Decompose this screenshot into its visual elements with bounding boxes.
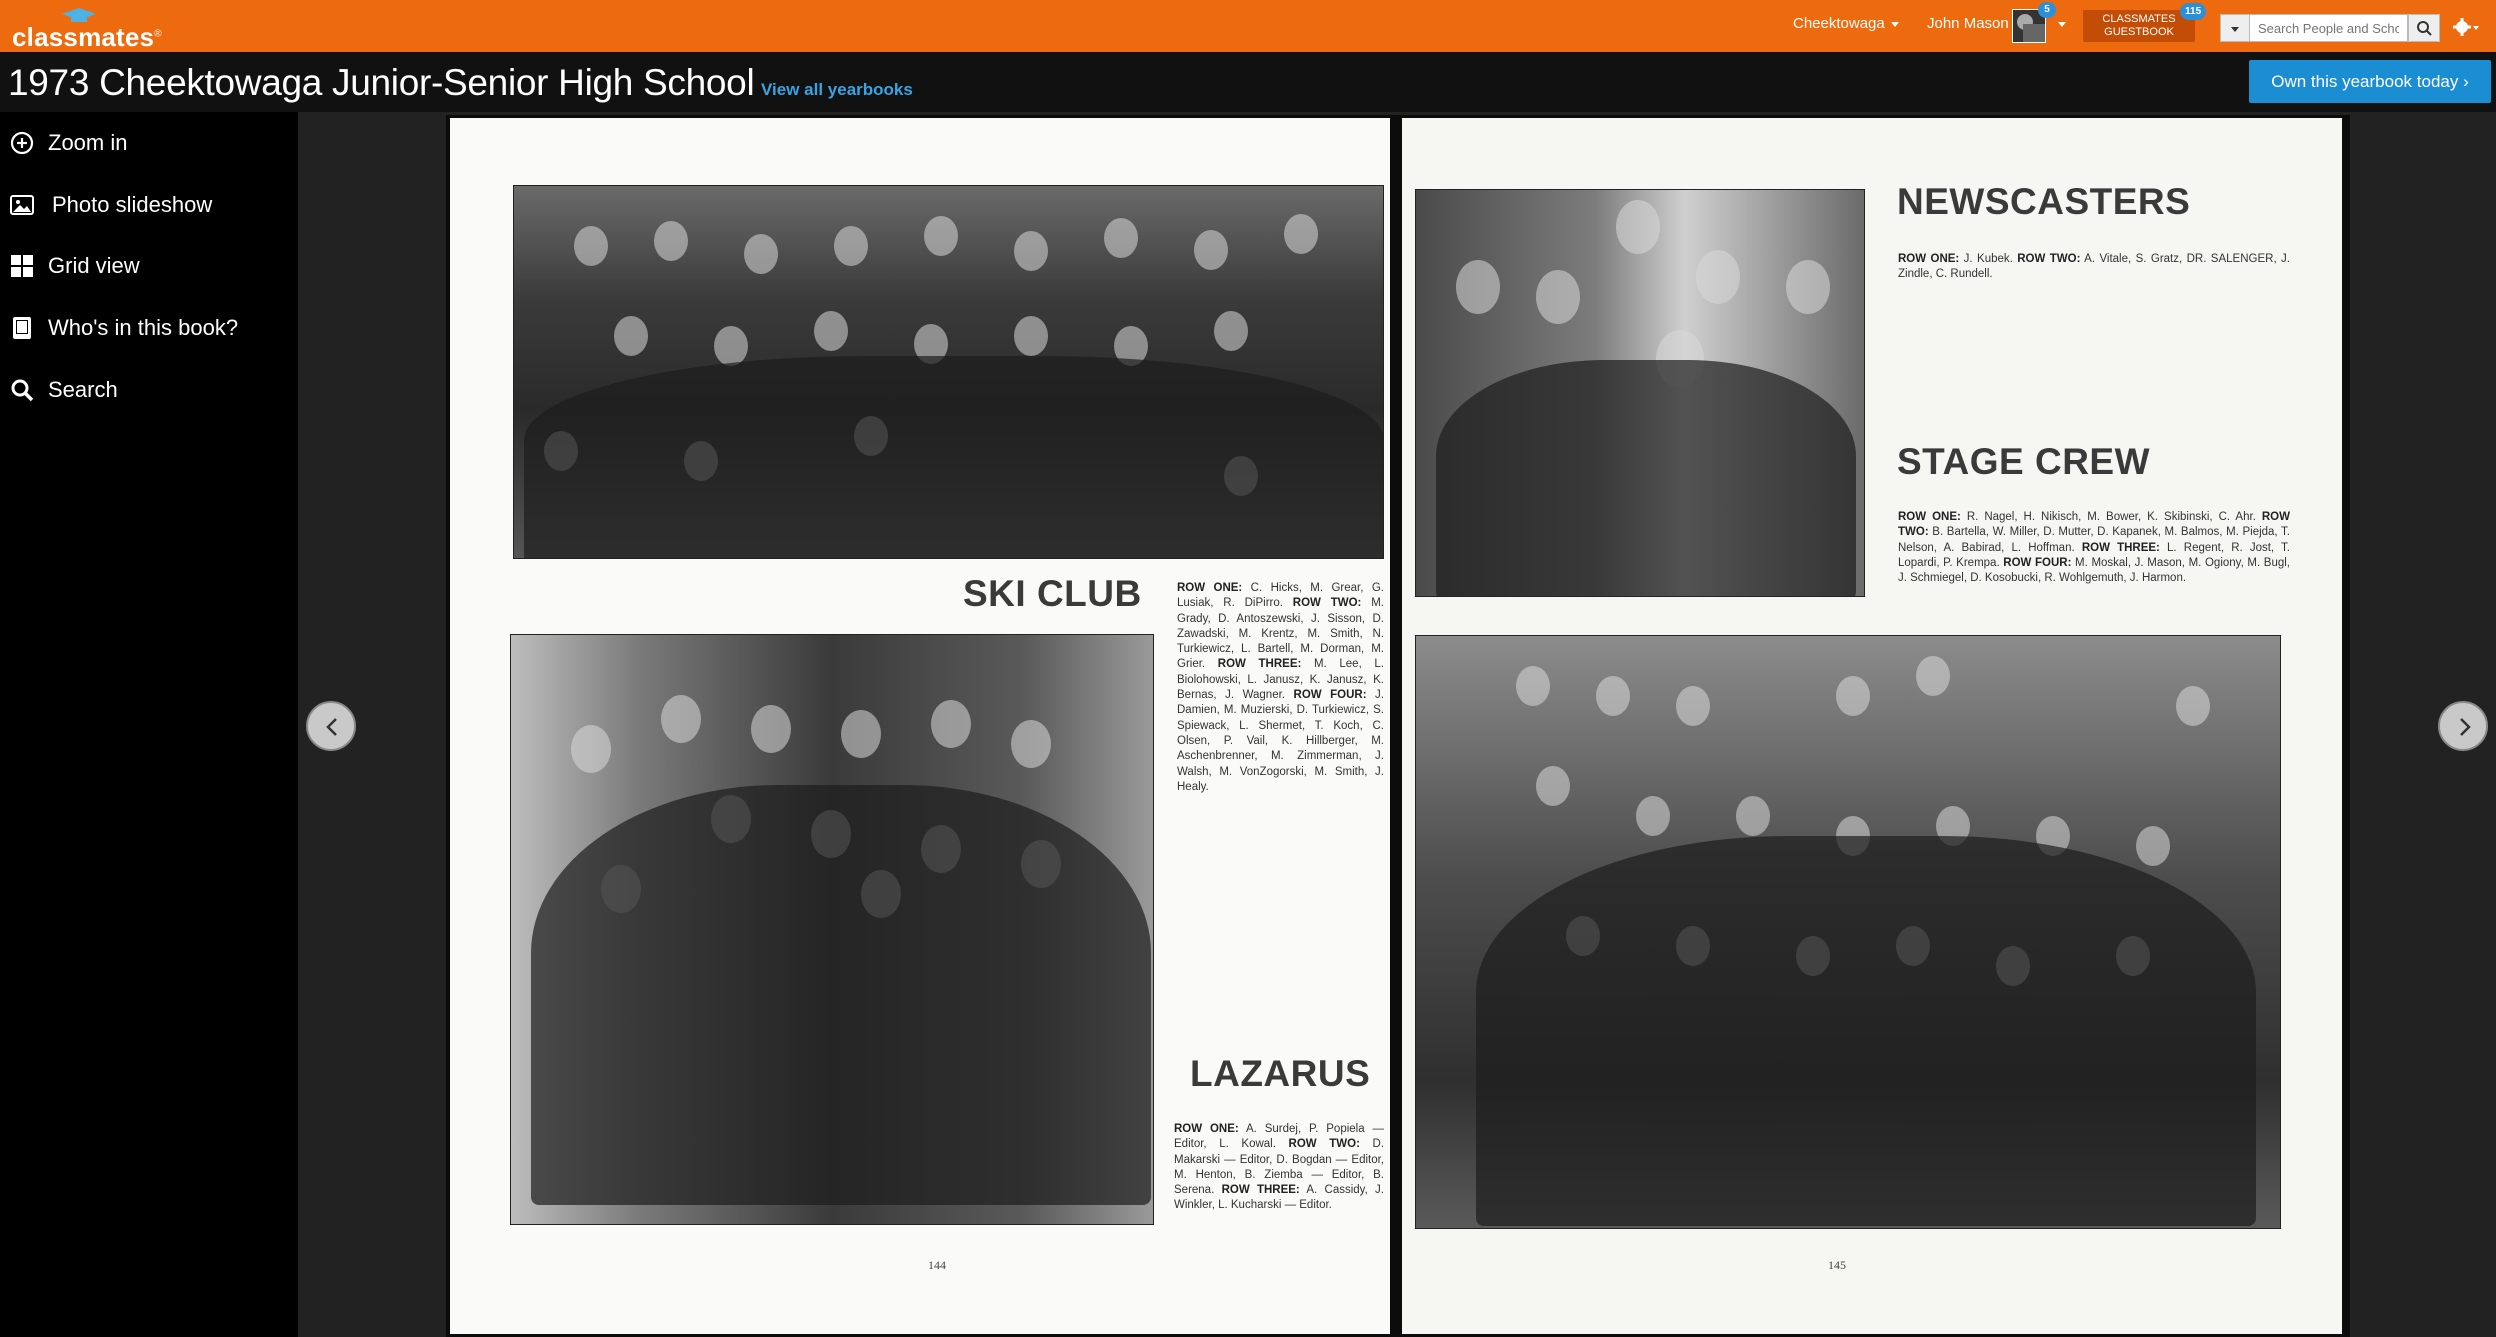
ski-club-caption — [1177, 581, 1384, 795]
newscasters-photo — [1415, 189, 1865, 597]
guestbook-line2: GUESTBOOK — [2104, 26, 2174, 38]
sidebar-item-label: Grid view — [48, 253, 140, 278]
logo-trademark: ® — [154, 28, 162, 40]
caption-row-names: B. Bartella, W. Miller, D. Mutter, D. Kapanek, M. Balmos, M. Piejda, T. Nelson, A. Babirad, L. Hoffman. — [1898, 526, 2290, 554]
grid-icon — [10, 254, 34, 278]
chevron-down-icon — [2231, 27, 2239, 32]
newscasters-caption — [1898, 252, 2290, 283]
caption-row-names: A. Vitale, S. Gratz, DR. SALENGER, J. Zindle, C. Rundell. — [1898, 253, 2290, 281]
caption-row-names: L. Regent, R. Jost, T. Lopardi, P. Krempa. — [1898, 541, 2291, 569]
book-icon — [10, 316, 34, 340]
stage-crew-heading: STAGE CREW — [1897, 441, 2151, 482]
notification-badge[interactable]: 5 — [2038, 2, 2056, 18]
guestbook-line1: CLASSMATES — [2102, 13, 2176, 25]
settings-menu[interactable] — [2452, 16, 2482, 38]
sidebar-item-grid-view[interactable] — [10, 245, 290, 285]
page-number: 145 — [1828, 1258, 1846, 1272]
caption-row-label: ROW TWO: — [1288, 1138, 1360, 1151]
caption-row-label: ROW TWO: — [2017, 253, 2081, 265]
caption-row-names: D. Makarski — Editor, D. Bogdan — Editor, M. Henton, B. Ziemba — Editor, B. Serena. — [1174, 1138, 1385, 1197]
previous-page-button[interactable] — [306, 701, 356, 751]
stage-crew-photo — [1415, 635, 2281, 1229]
search-bar — [2220, 14, 2440, 42]
caption-row-names: J. Damien, M. Muzierski, D. Turkiewicz, S. Spiewack, L. Shermet, T. Koch, C. Olsen, P. Vail, K. Hillberger, M. Aschenbrenner, M. Zimmerman, J. Walsh, M. VonZogorski, M. Smith, J. Healy. — [1177, 689, 1384, 793]
yearbook-page-144 — [450, 118, 1390, 1334]
caption-row-names: M. Moskal, J. Mason, M. Ogiony, M. Bugl, J. Schmiegel, D. Kosobucki, R. Wohlgemuth, J. Harmon. — [1898, 556, 2290, 585]
search-submit-button[interactable] — [2408, 14, 2440, 42]
caption-row-label: ROW FOUR: — [2003, 556, 2072, 569]
guestbook-count-badge: 115 — [2180, 3, 2206, 20]
caption-row-label: ROW TWO: — [1292, 597, 1362, 610]
sidebar-item-zoom-in[interactable] — [10, 122, 290, 162]
caption-row-label: ROW FOUR: — [1293, 689, 1367, 702]
user-menu[interactable] — [1927, 15, 2009, 32]
sidebar-item-photo-slideshow[interactable] — [10, 184, 290, 224]
sidebar-item-label: Who's in this book? — [48, 315, 239, 340]
chevron-right-icon — [2455, 716, 2475, 738]
guestbook-button[interactable] — [2083, 10, 2195, 42]
top-bar — [0, 0, 2496, 52]
search-icon — [10, 378, 34, 402]
next-page-button[interactable] — [2438, 701, 2488, 751]
user-name: John Mason — [1927, 15, 2009, 32]
lazarus-caption — [1174, 1122, 1384, 1214]
caption-row-names: M. Grady, D. Antoszewski, J. Sisson, D. Zawadski, M. Krentz, M. Smith, N. Turkiewicz, L. Bartell, M. Dorman, M. Grier. — [1177, 597, 1384, 671]
caption-row-names: R. Nagel, H. Nikisch, M. Bower, K. Skibinski, C. Ahr. — [1960, 511, 2262, 523]
caption-row-label: ROW THREE: — [1217, 658, 1302, 671]
title-bar — [0, 52, 2496, 112]
logo-text: classmates — [12, 22, 155, 52]
view-all-yearbooks-link[interactable]: View all yearbooks — [761, 80, 913, 99]
chevron-left-icon — [323, 716, 343, 738]
caption-row-names: A. Surdej, P. Popiela — Editor, L. Kowal. — [1174, 1123, 1384, 1151]
own-yearbook-button[interactable]: Own this yearbook today › — [2249, 60, 2491, 103]
ski-club-photo — [513, 185, 1384, 559]
sidebar-item-search[interactable] — [10, 369, 290, 409]
plus-circle-icon — [10, 131, 34, 155]
caption-row-label: ROW ONE: — [1177, 582, 1243, 594]
newscasters-heading: NEWSCASTERS — [1897, 181, 2191, 222]
yearbook-page-145 — [1402, 118, 2342, 1334]
sidebar-item-label: Zoom in — [48, 130, 128, 155]
caption-row-label: ROW ONE: — [1898, 253, 1960, 265]
caption-row-names: M. Lee, L. Biolohowski, L. Janusz, K. Janusz, K. Bernas, J. Wagner. — [1177, 658, 1385, 702]
caption-row-label: ROW THREE: — [1221, 1184, 1300, 1197]
chevron-down-icon — [1891, 22, 1899, 27]
gear-icon — [2452, 16, 2482, 38]
page-number: 144 — [928, 1258, 946, 1272]
classmates-logo[interactable] — [12, 8, 162, 52]
sidebar-item-label: Search — [48, 377, 118, 402]
caption-row-label: ROW ONE: — [1898, 511, 1961, 523]
search-scope-dropdown[interactable] — [2220, 14, 2250, 42]
school-menu[interactable] — [1793, 15, 1899, 32]
chevron-down-icon[interactable] — [2058, 22, 2066, 27]
caption-row-names: C. Hicks, M. Grear, G. Lusiak, R. DiPirro. — [1177, 582, 1384, 610]
school-menu-label: Cheektowaga — [1793, 15, 1885, 32]
lazarus-heading: LAZARUS — [1190, 1053, 1371, 1094]
sidebar-item-label: Photo slideshow — [52, 192, 213, 217]
caption-row-label: ROW ONE: — [1174, 1123, 1239, 1135]
stage-crew-caption — [1898, 510, 2290, 586]
lazarus-photo — [510, 634, 1154, 1225]
search-icon — [2409, 15, 2439, 41]
ski-club-heading: SKI CLUB — [963, 573, 1142, 614]
sidebar — [0, 112, 298, 1337]
caption-row-label: ROW THREE: — [2081, 541, 2160, 554]
search-input[interactable] — [2250, 14, 2408, 42]
caption-row-label: ROW TWO: — [1898, 511, 2290, 539]
page-title: 1973 Cheektowaga Junior-Senior High School — [8, 62, 755, 103]
image-icon — [10, 193, 34, 217]
sidebar-item-whos-in-book[interactable] — [10, 307, 290, 347]
caption-row-names: A. Cassidy, J. Winkler, L. Kucharski — Editor. — [1174, 1184, 1384, 1212]
caption-row-names: J. Kubek. — [1959, 253, 2018, 265]
